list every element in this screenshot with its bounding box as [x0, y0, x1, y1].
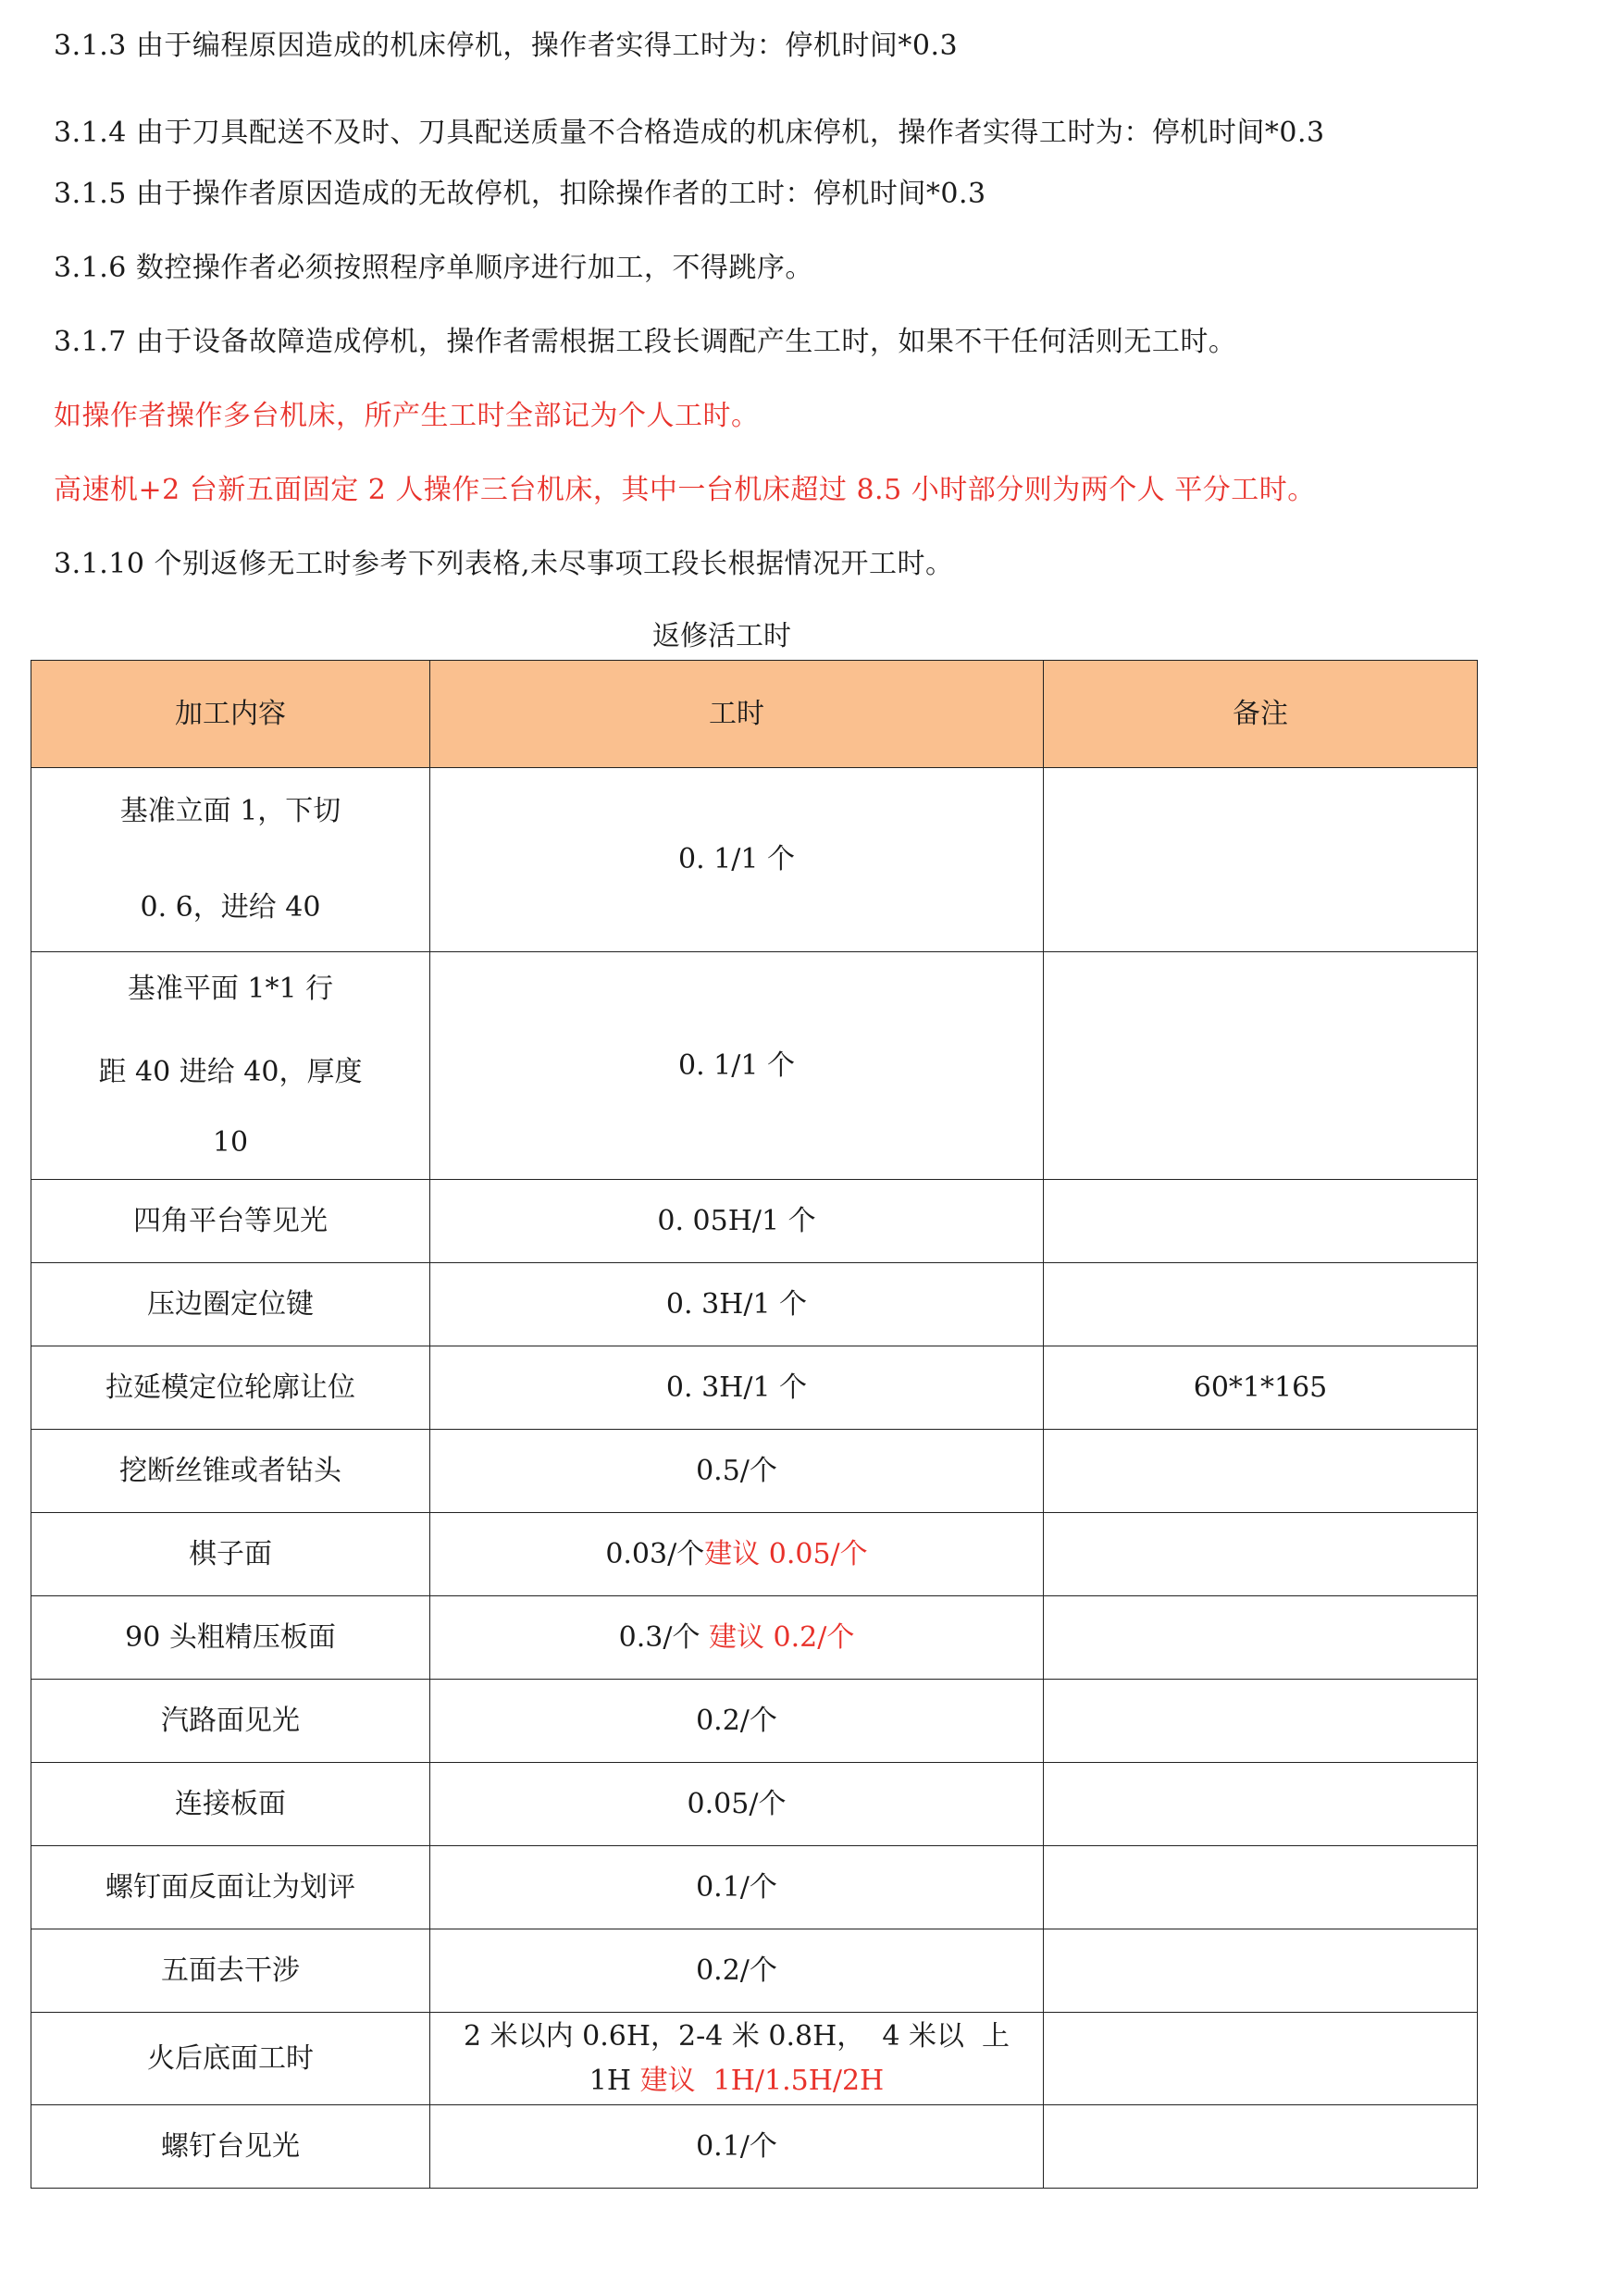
rework-hours-table: [31, 660, 1478, 2189]
table-row: [31, 952, 1478, 1180]
hours-cell: 0.2/个: [430, 1929, 1044, 2013]
content-line: 10: [212, 1125, 249, 1159]
content-cell: 90 头粗精压板面: [31, 1596, 430, 1680]
content-line: 基准立面 1，下切: [119, 795, 341, 827]
note-cell: [1044, 1596, 1478, 1680]
para-high-speed: 高速机+2 台新五面固定 2 人操作三台机床，其中一台机床超过 8.5 小时部分则为两个人 平分工时。: [54, 474, 1316, 506]
hours-cell: [430, 2013, 1044, 2105]
content-line: 基准平面 1*1 行: [127, 972, 334, 1005]
header-content: 加工内容: [31, 661, 430, 768]
hours-cell: 0. 3H/1 个: [430, 1263, 1044, 1346]
table-row: [31, 1929, 1478, 2013]
note-cell: [1044, 1430, 1478, 1513]
table-row: [31, 1763, 1478, 1846]
suggested-hours: 建议 1H/1.5H/2H: [639, 2064, 885, 2097]
hours-cell: 0.2/个: [430, 1680, 1044, 1763]
table-row: [31, 1180, 1478, 1263]
para-3-1-4: 3.1.4 由于刀具配送不及时、刀具配送质量不合格造成的机床停机，操作者实得工时为：停机时间*0.3: [54, 117, 1325, 149]
hours-cell: 0.05/个: [430, 1763, 1044, 1846]
table-row: [31, 2105, 1478, 2189]
hours-cell: 0. 3H/1 个: [430, 1346, 1044, 1430]
hours-line: [436, 2059, 1037, 2103]
header-note: 备注: [1044, 661, 1478, 768]
table-row: [31, 1680, 1478, 1763]
content-cell: 火后底面工时: [31, 2013, 430, 2105]
content-cell: 四角平台等见光: [31, 1180, 430, 1263]
table-caption: 返修活工时: [652, 620, 791, 652]
para-3-1-6: 3.1.6 数控操作者必须按照程序单顺序进行加工，不得跳序。: [54, 252, 813, 284]
content-cell: 五面去干涉: [31, 1929, 430, 2013]
hours-cell: 0.5/个: [430, 1430, 1044, 1513]
hours-value: 0.3/个: [618, 1620, 709, 1654]
content-cell: 连接板面: [31, 1763, 430, 1846]
hours-cell: 0. 1/1 个: [430, 952, 1044, 1180]
hours-cell: 0.1/个: [430, 2105, 1044, 2189]
para-3-1-7: 3.1.7 由于设备故障造成停机，操作者需根据工段长调配产生工时，如果不干任何活则无工时。: [54, 326, 1237, 358]
note-cell: 60*1*165: [1044, 1346, 1478, 1430]
content-cell: 压边圈定位键: [31, 1263, 430, 1346]
note-cell: [1044, 952, 1478, 1180]
note-cell: [1044, 2013, 1478, 2105]
note-cell: [1044, 1680, 1478, 1763]
content-cell: [31, 768, 430, 952]
content-cell: 拉延模定位轮廓让位: [31, 1346, 430, 1430]
content-cell: 棋子面: [31, 1513, 430, 1596]
content-cell: 螺钉台见光: [31, 2105, 430, 2189]
content-cell: [31, 952, 430, 1180]
table-row: [31, 1430, 1478, 1513]
hours-line: 2 米以内 0.6H，2-4 米 0.8H， 4 米以 上: [463, 2019, 1010, 2053]
hours-value: 0.03/个: [605, 1537, 705, 1570]
hours-value: 1H: [589, 2064, 640, 2097]
content-line: 0. 6，进给 40: [140, 891, 321, 924]
content-line: 距 40 进给 40，厚度: [98, 1055, 363, 1088]
note-cell: [1044, 768, 1478, 952]
note-cell: [1044, 2105, 1478, 2189]
para-3-1-3: 3.1.3 由于编程原因造成的机床停机，操作者实得工时为：停机时间*0.3: [54, 30, 959, 62]
para-3-1-10: 3.1.10 个别返修无工时参考下列表格,未尽事项工段长根据情况开工时。: [54, 548, 954, 580]
header-hours: 工时: [430, 661, 1044, 768]
suggested-hours: 建议 0.2/个: [709, 1620, 855, 1654]
table-row: [31, 2013, 1478, 2105]
note-cell: [1044, 1513, 1478, 1596]
table-row: [31, 1263, 1478, 1346]
table-row: [31, 1513, 1478, 1596]
para-multi-machine: 如操作者操作多台机床，所产生工时全部记为个人工时。: [54, 400, 760, 432]
hours-cell: [430, 1513, 1044, 1596]
table-row: [31, 768, 1478, 952]
suggested-hours: 建议 0.05/个: [704, 1537, 868, 1570]
content-cell: 螺钉面反面让为划评: [31, 1846, 430, 1929]
note-cell: [1044, 1263, 1478, 1346]
hours-cell: 0. 1/1 个: [430, 768, 1044, 952]
note-cell: [1044, 1846, 1478, 1929]
content-cell: 汽路面见光: [31, 1680, 430, 1763]
note-cell: [1044, 1929, 1478, 2013]
note-cell: [1044, 1180, 1478, 1263]
hours-cell: [430, 1596, 1044, 1680]
content-cell: 挖断丝锥或者钻头: [31, 1430, 430, 1513]
para-3-1-5: 3.1.5 由于操作者原因造成的无故停机，扣除操作者的工时：停机时间*0.3: [54, 178, 986, 210]
table-header-row: [31, 661, 1478, 768]
table-row: [31, 1846, 1478, 1929]
hours-cell: 0. 05H/1 个: [430, 1180, 1044, 1263]
note-cell: [1044, 1763, 1478, 1846]
table-row: [31, 1596, 1478, 1680]
table-row: [31, 1346, 1478, 1430]
hours-cell: 0.1/个: [430, 1846, 1044, 1929]
